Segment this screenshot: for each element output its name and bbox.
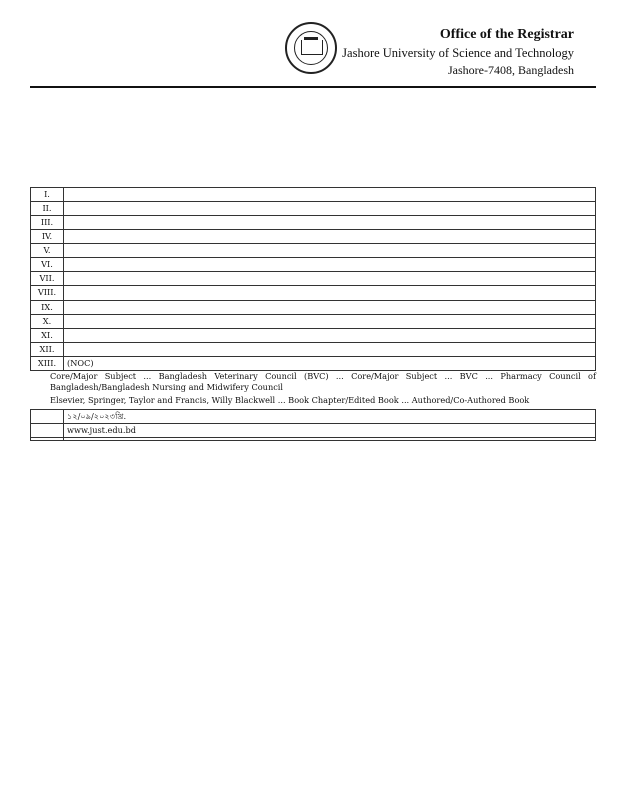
rule-item <box>30 108 596 119</box>
row-text <box>64 342 596 356</box>
table-row <box>31 438 596 441</box>
rule-item <box>30 134 596 145</box>
row-text <box>64 314 596 328</box>
rule-item <box>30 147 596 158</box>
office-title: Office of the Registrar <box>439 27 574 42</box>
conditions-table <box>30 409 596 441</box>
row-number: II. <box>31 202 64 216</box>
rule-item <box>30 395 596 406</box>
header-divider <box>30 86 596 88</box>
table-row <box>31 258 596 272</box>
university-address: Jashore-7408, Bangladesh <box>448 62 574 77</box>
row-text <box>64 216 596 230</box>
row-text <box>64 230 596 244</box>
general-rules <box>30 108 596 184</box>
rule-item <box>30 371 596 393</box>
table-row <box>31 244 596 258</box>
row-number: VII. <box>31 272 64 286</box>
letterhead-right <box>342 26 574 78</box>
table-row <box>31 188 596 202</box>
table-row <box>31 410 596 424</box>
table-row <box>31 286 596 300</box>
rule-item <box>30 173 596 184</box>
notice-body <box>30 108 596 441</box>
row-text <box>64 438 596 441</box>
table-row <box>31 424 596 438</box>
row-number <box>31 410 64 424</box>
table-row <box>31 216 596 230</box>
row-number: X. <box>31 314 64 328</box>
university-name: Jashore University of Science and Technology <box>342 45 574 60</box>
row-number: XIII. <box>31 356 64 370</box>
rule-item <box>30 121 596 132</box>
row-text <box>64 286 596 300</box>
rule-text: Elsevier, Springer, Taylor and Francis, Willy Blackwell ... Book Chapter/Edited Book ... Authored/Co-Authored Book <box>50 394 530 405</box>
row-number: IX. <box>31 300 64 314</box>
table-row <box>31 300 596 314</box>
extra-rules <box>30 371 596 406</box>
table-row <box>31 342 596 356</box>
row-text <box>64 244 596 258</box>
row-text: (NOC) <box>64 356 596 370</box>
row-text <box>64 202 596 216</box>
row-number <box>31 424 64 438</box>
row-text: ১২/০৯/২০২৩খ্রি. <box>64 410 596 424</box>
row-number: VI. <box>31 258 64 272</box>
row-number: IV. <box>31 230 64 244</box>
table-row <box>31 272 596 286</box>
row-number: XII. <box>31 342 64 356</box>
row-text <box>64 300 596 314</box>
university-seal-icon <box>285 22 337 74</box>
row-text <box>64 258 596 272</box>
row-number: V. <box>31 244 64 258</box>
row-number: III. <box>31 216 64 230</box>
table-row <box>31 202 596 216</box>
rule-text: Core/Major Subject ... Bangladesh Veterinary Council (BVC) ... Core/Major Subject ... BVC ... Pharmacy Council of Bangladesh/Bangladesh Nursing and Midwifery Council <box>50 370 596 392</box>
row-number: I. <box>31 188 64 202</box>
row-number: XI. <box>31 328 64 342</box>
row-number: VIII. <box>31 286 64 300</box>
row-text: www.just.edu.bd <box>64 424 596 438</box>
letterhead <box>30 0 596 82</box>
table-row <box>31 356 596 370</box>
table-row <box>31 230 596 244</box>
table-row <box>31 314 596 328</box>
rule-item <box>30 160 596 171</box>
table-row <box>31 328 596 342</box>
row-text <box>64 272 596 286</box>
row-text <box>64 328 596 342</box>
row-text <box>64 188 596 202</box>
instructions-table <box>30 187 596 371</box>
row-number <box>31 438 64 441</box>
